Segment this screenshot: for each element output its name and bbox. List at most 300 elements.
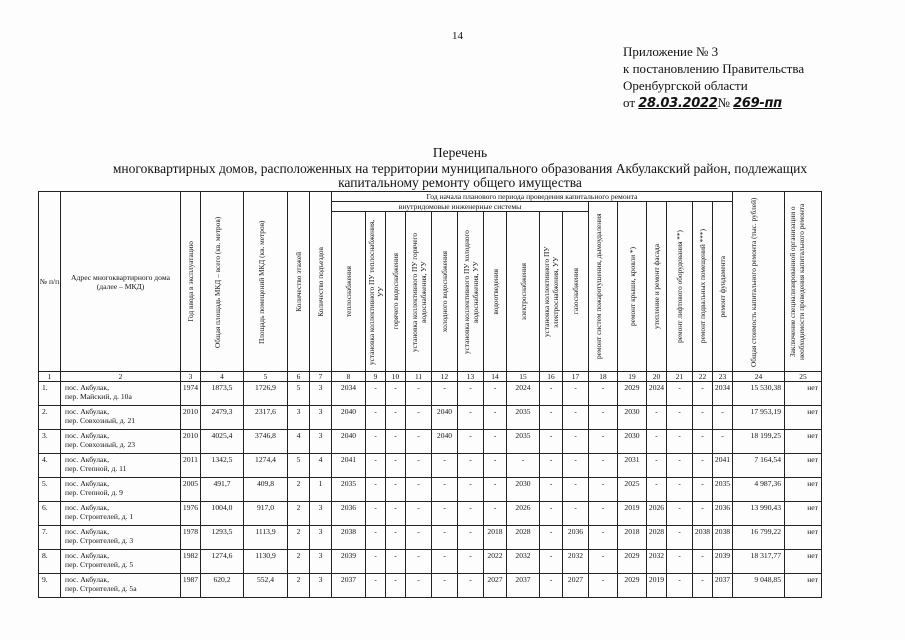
cell-col-13: - [458, 526, 484, 550]
cell-col-22: - [693, 478, 713, 502]
cell-col-21: - [667, 430, 693, 454]
cell-col-25: нет [785, 574, 822, 598]
column-number: 4 [201, 372, 244, 382]
cell-col-9: - [366, 478, 386, 502]
header-room-area: Площадь помещений МКД (кв. метров) [244, 192, 288, 372]
cell-col-6: 2 [288, 574, 310, 598]
cell-col-23: 2034 [713, 382, 733, 406]
cell-col-11: - [406, 430, 432, 454]
column-number: 25 [785, 372, 822, 382]
row-address [61, 502, 181, 526]
cell-col-7: 3 [310, 382, 332, 406]
cell-col-17: 2032 [563, 550, 589, 574]
cell-col-3: 1978 [181, 526, 201, 550]
cell-col-15: 2032 [507, 550, 540, 574]
cell-col-25: нет [785, 502, 822, 526]
row-address [61, 478, 181, 502]
cell-col-14: - [484, 454, 507, 478]
cell-col-9: - [366, 406, 386, 430]
cell-col-12: - [432, 550, 458, 574]
cell-col-20: - [647, 406, 667, 430]
column-number: 7 [310, 372, 332, 382]
cell-col-21: - [667, 574, 693, 598]
cell-col-6: 2 [288, 478, 310, 502]
column-number: 24 [733, 372, 785, 382]
buildings-table [38, 191, 822, 598]
cell-col-13: - [458, 574, 484, 598]
header-c17: газоснабжения [563, 212, 589, 372]
cell-col-18: - [589, 406, 618, 430]
header-address: Адрес многоквартирного дома (далее – МКД) [61, 192, 181, 372]
cell-col-21: - [667, 382, 693, 406]
header-c15: электроснабжения [507, 212, 540, 372]
cell-col-24: 4 987,36 [733, 478, 785, 502]
cell-col-16: - [540, 478, 563, 502]
row-number: 4. [39, 454, 61, 478]
cell-col-13: - [458, 502, 484, 526]
cell-col-14: 2018 [484, 526, 507, 550]
cell-col-10: - [386, 382, 406, 406]
cell-col-11: - [406, 454, 432, 478]
cell-col-17: - [563, 502, 589, 526]
cell-col-10: - [386, 406, 406, 430]
address-street: пер. Совхозный, д. 21 [65, 416, 136, 425]
cell-col-12: - [432, 454, 458, 478]
cell-col-21: - [667, 454, 693, 478]
cell-col-7: 3 [310, 550, 332, 574]
table-row [39, 574, 822, 598]
cell-col-7: 3 [310, 574, 332, 598]
cell-col-10: - [386, 478, 406, 502]
cell-col-19: 2029 [618, 382, 647, 406]
row-address [61, 550, 181, 574]
header-period: Год начала планового периода проведения капитального ремонта [332, 192, 733, 202]
cell-col-5: 1274,4 [244, 454, 288, 478]
appendix-date-line [623, 94, 804, 112]
cell-col-6: 3 [288, 406, 310, 430]
doc-title: Перечень [432, 145, 488, 160]
address-street: пер. Строителей, д. 3 [65, 536, 134, 545]
column-number: 14 [484, 372, 507, 382]
cell-col-10: - [386, 430, 406, 454]
cell-col-7: 3 [310, 502, 332, 526]
cell-col-23: - [713, 430, 733, 454]
header-total-area: Общая площадь МКД – всего (кв. метров) [201, 192, 244, 372]
cell-col-17: - [563, 382, 589, 406]
table-row [39, 550, 822, 574]
cell-col-13: - [458, 550, 484, 574]
cell-col-4: 491,7 [201, 478, 244, 502]
cell-col-13: - [458, 382, 484, 406]
cell-col-15: - [507, 454, 540, 478]
cell-col-15: 2026 [507, 502, 540, 526]
address-locality: пос. Акбулак, [65, 551, 109, 560]
cell-col-24: 7 164,54 [733, 454, 785, 478]
address-street: пер. Строителей, д. 1 [65, 512, 134, 521]
cell-col-25: нет [785, 478, 822, 502]
column-number: 11 [406, 372, 432, 382]
cell-col-4: 1342,5 [201, 454, 244, 478]
cell-col-5: 409,8 [244, 478, 288, 502]
cell-col-19: 2018 [618, 526, 647, 550]
cell-col-12: - [432, 502, 458, 526]
cell-col-12: 2040 [432, 406, 458, 430]
doc-title-line-2: многоквартирных домов, расположенных на территории муниципального образования Акбулакский район, подлежащих [112, 161, 808, 176]
cell-col-6: 4 [288, 430, 310, 454]
cell-col-16: - [540, 454, 563, 478]
row-number: 7. [39, 526, 61, 550]
cell-col-10: - [386, 574, 406, 598]
cell-col-21: - [667, 406, 693, 430]
cell-col-5: 3746,8 [244, 430, 288, 454]
column-number: 17 [563, 372, 589, 382]
cell-col-11: - [406, 526, 432, 550]
cell-col-8: 2040 [332, 430, 366, 454]
cell-col-11: - [406, 382, 432, 406]
cell-col-3: 2010 [181, 406, 201, 430]
cell-col-7: 3 [310, 406, 332, 430]
cell-col-9: - [366, 574, 386, 598]
table-row [39, 502, 822, 526]
cell-col-7: 1 [310, 478, 332, 502]
cell-col-8: 2039 [332, 550, 366, 574]
cell-col-4: 1873,5 [201, 382, 244, 406]
header-conclusion: Заключение специализированной организации о необходимости проведения капитального ремонта [785, 192, 822, 372]
column-number: 21 [667, 372, 693, 382]
header-c8: теплоснабжения [332, 212, 366, 372]
column-number: 10 [386, 372, 406, 382]
row-number: 3. [39, 430, 61, 454]
column-number: 6 [288, 372, 310, 382]
cell-col-23: 2041 [713, 454, 733, 478]
cell-col-24: 17 953,19 [733, 406, 785, 430]
cell-col-12: - [432, 574, 458, 598]
cell-col-25: нет [785, 550, 822, 574]
cell-col-20: - [647, 478, 667, 502]
cell-col-10: - [386, 550, 406, 574]
address-locality: пос. Акбулак, [65, 479, 109, 488]
cell-col-8: 2036 [332, 502, 366, 526]
cell-col-3: 2005 [181, 478, 201, 502]
cell-col-22: - [693, 454, 713, 478]
cell-col-6: 2 [288, 526, 310, 550]
address-locality: пос. Акбулак, [65, 383, 109, 392]
row-address [61, 454, 181, 478]
cell-col-17: - [563, 454, 589, 478]
appendix-prefix: от [623, 95, 636, 110]
cell-col-6: 5 [288, 454, 310, 478]
cell-col-24: 13 990,43 [733, 502, 785, 526]
cell-col-19: 2030 [618, 430, 647, 454]
appendix-line-2: к постановлению Правительства [623, 61, 805, 76]
table-row [39, 406, 822, 430]
cell-col-9: - [366, 526, 386, 550]
cell-col-15: 2030 [507, 478, 540, 502]
cell-col-8: 2041 [332, 454, 366, 478]
cell-col-6: 2 [288, 550, 310, 574]
cell-col-12: 2040 [432, 430, 458, 454]
page-number: 14 [452, 30, 463, 42]
column-number: 18 [589, 372, 618, 382]
table-row [39, 526, 822, 550]
cell-col-5: 2317,6 [244, 406, 288, 430]
cell-col-16: - [540, 502, 563, 526]
column-number: 13 [458, 372, 484, 382]
column-number: 16 [540, 372, 563, 382]
cell-col-14: - [484, 478, 507, 502]
address-locality: пос. Акбулак, [65, 575, 109, 584]
cell-col-13: - [458, 478, 484, 502]
cell-col-19: 2030 [618, 406, 647, 430]
appendix-no-sign: № [717, 95, 730, 110]
header-c11: установка коллективного ПУ горячего водоснабжения, УУ [406, 212, 432, 372]
column-number: 5 [244, 372, 288, 382]
cell-col-3: 1976 [181, 502, 201, 526]
column-number: 19 [618, 372, 647, 382]
address-street: пер. Совхозный, д. 23 [65, 440, 136, 449]
cell-col-14: 2022 [484, 550, 507, 574]
row-number: 1. [39, 382, 61, 406]
cell-col-9: - [366, 550, 386, 574]
table-row [39, 430, 822, 454]
cell-col-18: - [589, 478, 618, 502]
cell-col-7: 3 [310, 526, 332, 550]
cell-col-13: - [458, 430, 484, 454]
row-number: 5. [39, 478, 61, 502]
cell-col-20: 2026 [647, 502, 667, 526]
cell-col-12: - [432, 478, 458, 502]
column-number: 22 [693, 372, 713, 382]
cell-col-22: - [693, 430, 713, 454]
address-locality: пос. Акбулак, [65, 407, 109, 416]
cell-col-23: 2037 [713, 574, 733, 598]
cell-col-5: 1113,9 [244, 526, 288, 550]
cell-col-3: 2011 [181, 454, 201, 478]
cell-col-16: - [540, 406, 563, 430]
cell-col-11: - [406, 478, 432, 502]
cell-col-15: 2028 [507, 526, 540, 550]
header-c13: установка коллективного ПУ холодного водоснабжения, УУ [458, 212, 484, 372]
cell-col-4: 1004,0 [201, 502, 244, 526]
header-c9: установка коллективного ПУ теплоснабжения, УУ [366, 212, 386, 372]
cell-col-3: 1987 [181, 574, 201, 598]
row-number: 9. [39, 574, 61, 598]
cell-col-7: 3 [310, 430, 332, 454]
cell-col-19: 2029 [618, 574, 647, 598]
column-numbers-row [39, 372, 822, 382]
cell-col-20: 2019 [647, 574, 667, 598]
header-c22: ремонт подвальных помещений ***) [693, 202, 713, 372]
column-number: 12 [432, 372, 458, 382]
column-number: 3 [181, 372, 201, 382]
cell-col-16: - [540, 526, 563, 550]
cell-col-15: 2024 [507, 382, 540, 406]
address-street: пер. Майский, д. 10а [65, 392, 132, 401]
cell-col-12: - [432, 526, 458, 550]
cell-col-8: 2034 [332, 382, 366, 406]
header-c10: горячего водоснабжения [386, 212, 406, 372]
cell-col-17: - [563, 406, 589, 430]
cell-col-16: - [540, 382, 563, 406]
header-cost: Общая стоимость капитального ремонта (тыс. рублей) [733, 192, 785, 372]
cell-col-17: 2036 [563, 526, 589, 550]
address-locality: пос. Акбулак, [65, 455, 109, 464]
cell-col-11: - [406, 574, 432, 598]
row-address [61, 526, 181, 550]
cell-col-21: - [667, 550, 693, 574]
cell-col-14: 2027 [484, 574, 507, 598]
cell-col-24: 15 530,38 [733, 382, 785, 406]
cell-col-4: 620,2 [201, 574, 244, 598]
cell-col-14: - [484, 430, 507, 454]
cell-col-21: - [667, 526, 693, 550]
cell-col-4: 1274,6 [201, 550, 244, 574]
cell-col-24: 9 048,85 [733, 574, 785, 598]
row-address [61, 430, 181, 454]
header-internal-systems: внутридомовые инженерные системы [332, 202, 589, 212]
cell-col-9: - [366, 454, 386, 478]
cell-col-16: - [540, 574, 563, 598]
table-row [39, 382, 822, 406]
table-row [39, 454, 822, 478]
column-number: 2 [61, 372, 181, 382]
cell-col-11: - [406, 406, 432, 430]
column-number: 15 [507, 372, 540, 382]
cell-col-24: 18 199,25 [733, 430, 785, 454]
header-c14: водоотведения [484, 212, 507, 372]
address-locality: пос. Акбулак, [65, 503, 109, 512]
address-street: пер. Строителей, д. 5а [65, 584, 137, 593]
cell-col-23: 2035 [713, 478, 733, 502]
address-locality: пос. Акбулак, [65, 527, 109, 536]
cell-col-8: 2035 [332, 478, 366, 502]
cell-col-18: - [589, 526, 618, 550]
cell-col-10: - [386, 454, 406, 478]
cell-col-22: - [693, 502, 713, 526]
cell-col-22: 2038 [693, 526, 713, 550]
cell-col-17: 2027 [563, 574, 589, 598]
row-address [61, 382, 181, 406]
cell-col-11: - [406, 502, 432, 526]
cell-col-15: 2037 [507, 574, 540, 598]
header-c12: холодного водоснабжения [432, 212, 458, 372]
table-row [39, 478, 822, 502]
cell-col-18: - [589, 502, 618, 526]
appendix-date: 28.03.2022 [638, 96, 718, 111]
appendix-line-3: Оренбургской области [623, 78, 748, 93]
cell-col-25: нет [785, 430, 822, 454]
header-floors: Количество этажей [288, 192, 310, 372]
header-entrances: Количество подъездов [310, 192, 332, 372]
cell-col-15: 2035 [507, 430, 540, 454]
row-address [61, 406, 181, 430]
cell-col-11: - [406, 550, 432, 574]
cell-col-14: - [484, 502, 507, 526]
cell-col-3: 2010 [181, 430, 201, 454]
cell-col-18: - [589, 454, 618, 478]
cell-col-18: - [589, 430, 618, 454]
cell-col-21: - [667, 502, 693, 526]
column-number: 1 [39, 372, 61, 382]
cell-col-9: - [366, 502, 386, 526]
cell-col-19: 2029 [618, 550, 647, 574]
address-locality: пос. Акбулак, [65, 431, 109, 440]
cell-col-5: 917,0 [244, 502, 288, 526]
appendix-line-1: Приложение № 3 [623, 44, 719, 59]
cell-col-23: 2038 [713, 526, 733, 550]
row-address [61, 574, 181, 598]
header-num: № п/п [39, 192, 61, 372]
column-number: 20 [647, 372, 667, 382]
cell-col-24: 16 799,22 [733, 526, 785, 550]
cell-col-16: - [540, 550, 563, 574]
header-c16: установка коллективного ПУ электроснабжения, УУ [540, 212, 563, 372]
row-number: 2. [39, 406, 61, 430]
cell-col-3: 1982 [181, 550, 201, 574]
cell-col-18: - [589, 382, 618, 406]
cell-col-21: - [667, 478, 693, 502]
cell-col-4: 2479,3 [201, 406, 244, 430]
header-year: Год ввода в эксплуатацию [181, 192, 201, 372]
cell-col-22: - [693, 574, 713, 598]
row-number: 8. [39, 550, 61, 574]
cell-col-8: 2038 [332, 526, 366, 550]
cell-col-23: - [713, 406, 733, 430]
cell-col-17: - [563, 430, 589, 454]
cell-col-4: 4025,4 [201, 430, 244, 454]
cell-col-25: нет [785, 454, 822, 478]
cell-col-20: - [647, 454, 667, 478]
cell-col-9: - [366, 382, 386, 406]
address-street: пер. Степной, д. 11 [65, 464, 127, 473]
cell-col-16: - [540, 430, 563, 454]
cell-col-13: - [458, 454, 484, 478]
cell-col-9: - [366, 430, 386, 454]
cell-col-8: 2037 [332, 574, 366, 598]
address-street: пер. Строителей, д. 5 [65, 560, 134, 569]
cell-col-20: 2024 [647, 382, 667, 406]
cell-col-22: - [693, 382, 713, 406]
cell-col-15: 2035 [507, 406, 540, 430]
cell-col-17: - [563, 478, 589, 502]
cell-col-25: нет [785, 406, 822, 430]
cell-col-6: 2 [288, 502, 310, 526]
cell-col-3: 1974 [181, 382, 201, 406]
cell-col-23: 2039 [713, 550, 733, 574]
cell-col-10: - [386, 502, 406, 526]
cell-col-10: - [386, 526, 406, 550]
cell-col-20: 2032 [647, 550, 667, 574]
cell-col-19: 2031 [618, 454, 647, 478]
appendix-block [623, 43, 804, 112]
cell-col-8: 2040 [332, 406, 366, 430]
cell-col-19: 2025 [618, 478, 647, 502]
cell-col-4: 1293,5 [201, 526, 244, 550]
cell-col-23: 2036 [713, 502, 733, 526]
header-c20: утепление и ремонт фасада [647, 202, 667, 372]
column-number: 8 [332, 372, 366, 382]
cell-col-20: - [647, 430, 667, 454]
doc-title-line-3: капитальному ремонту общего имущества [338, 175, 582, 190]
cell-col-6: 5 [288, 382, 310, 406]
cell-col-19: 2019 [618, 502, 647, 526]
cell-col-12: - [432, 382, 458, 406]
row-number: 6. [39, 502, 61, 526]
column-number: 23 [713, 372, 733, 382]
cell-col-22: - [693, 550, 713, 574]
cell-col-25: нет [785, 382, 822, 406]
cell-col-20: 2028 [647, 526, 667, 550]
